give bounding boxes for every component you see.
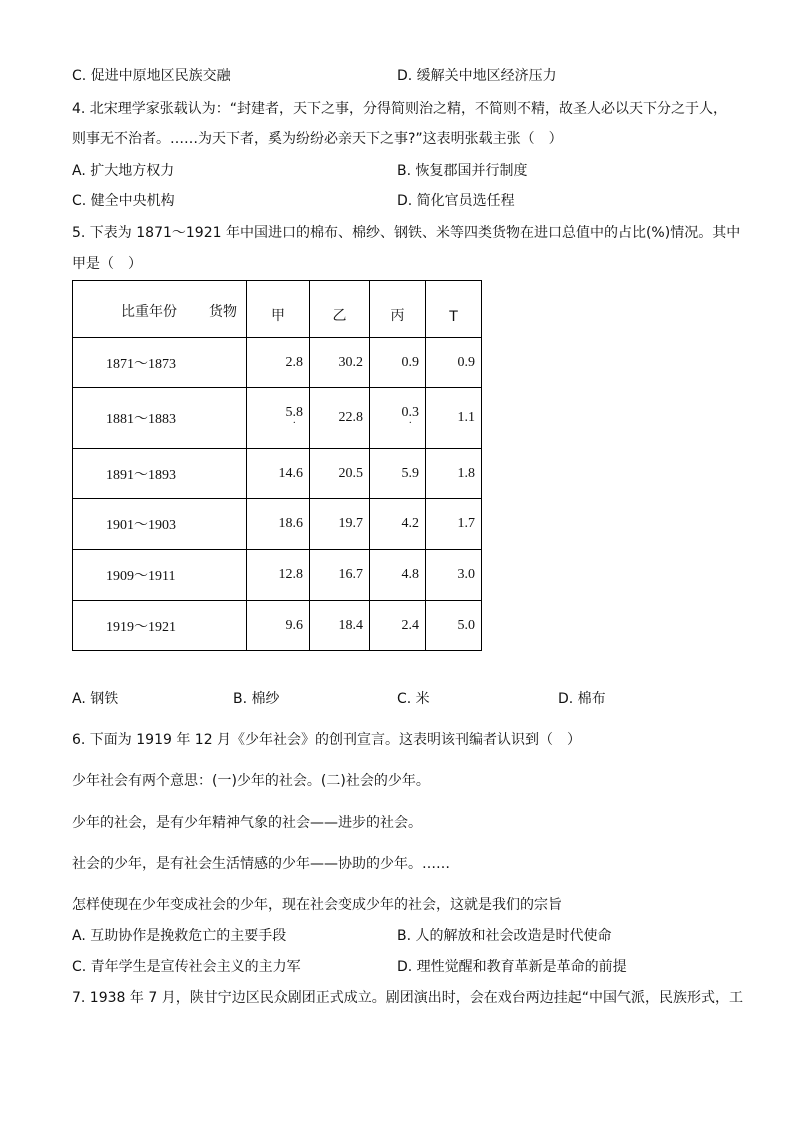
table-cell: 3.0 — [426, 550, 482, 601]
row-year: 1909～1911 — [73, 550, 247, 601]
table-header-row — [73, 281, 482, 338]
q6-stem: 6. 下面为 1919 年 12 月《少年社会》的创刊宣言。这表明该刊编者认识到（ ） — [72, 732, 582, 748]
q7-stem-line1: 7. 1938 年 7 月，陕甘宁边区民众剧团正式成立。剧团演出时，会在戏台两边挂起“中国气派，民族形式，工 — [72, 990, 743, 1006]
table-cell: 2.4 — [370, 601, 426, 651]
q3-option-d: D. 缓解关中地区经济压力 — [397, 68, 557, 84]
q5-option-d: D. 棉布 — [558, 691, 606, 707]
table-cell: 1.7 — [426, 499, 482, 550]
table-cell: 18.6 — [247, 499, 310, 550]
table-cell — [370, 388, 426, 449]
q6-quote-1: 少年社会有两个意思：(一)少年的社会。(二)社会的少年。 — [72, 773, 430, 789]
table-cell: 9.6 — [247, 601, 310, 651]
row-year: 1881～1883 — [73, 388, 247, 449]
q5-stem-line2: 甲是（ ） — [72, 256, 142, 272]
table-cell: 18.4 — [310, 601, 370, 651]
table-row — [73, 601, 482, 651]
table-cell: 5.9 — [370, 449, 426, 499]
q6-quote-2: 少年的社会，是有少年精神气象的社会——进步的社会。 — [72, 815, 422, 831]
row-year: 1919～1921 — [73, 601, 247, 651]
q4-option-d: D. 简化官员选任程 — [397, 193, 515, 209]
table-row — [73, 550, 482, 601]
table-row — [73, 449, 482, 499]
q4-option-a: A. 扩大地方权力 — [72, 163, 175, 179]
table-cell: 4.8 — [370, 550, 426, 601]
table-cell: 12.8 — [247, 550, 310, 601]
table-cell: 20.5 — [310, 449, 370, 499]
emphasis-dot: · — [408, 418, 412, 429]
table-cell: 5.0 — [426, 601, 482, 651]
table-cell: 1.1 — [426, 388, 482, 449]
table-row — [73, 388, 482, 449]
table-corner-cell — [73, 281, 247, 338]
q5-option-c: C. 米 — [397, 691, 430, 707]
column-header: 甲 — [247, 281, 310, 338]
table-row — [73, 499, 482, 550]
q4-stem-line1: 4. 北宋理学家张载认为：“封建者，天下之事，分得简则治之精，不简则不精，故圣人必以天下分之于人， — [72, 101, 728, 117]
table-cell: 0.9 — [426, 338, 482, 388]
table-cell-value: 0.3 — [401, 405, 419, 420]
table-cell: 2.8 — [247, 338, 310, 388]
q4-stem-line2: 则事无不治者。……为天下者，奚为纷纷必亲天下之事?”这表明张载主张（ ） — [72, 131, 563, 147]
corner-label-goods: 货物 — [209, 304, 237, 320]
q4-option-b: B. 恢复郡国并行制度 — [397, 163, 528, 179]
q6-option-a: A. 互助协作是挽救危亡的主要手段 — [72, 928, 287, 944]
import-share-table — [72, 280, 482, 651]
q5-stem-line1: 5. 下表为 1871～1921 年中国进口的棉布、棉纱、钢铁、米等四类货物在进口总值中的占比(%)情况。其中 — [72, 225, 741, 241]
table-cell: 14.6 — [247, 449, 310, 499]
table-cell: 19.7 — [310, 499, 370, 550]
row-year: 1891～1893 — [73, 449, 247, 499]
table-cell: 0.9 — [370, 338, 426, 388]
row-year: 1901～1903 — [73, 499, 247, 550]
emphasis-dot: · — [292, 418, 296, 429]
column-header: T — [426, 281, 482, 338]
q6-quote-3: 社会的少年，是有社会生活情感的少年——协助的少年。…… — [72, 856, 450, 872]
table-cell: 16.7 — [310, 550, 370, 601]
table-cell: 22.8 — [310, 388, 370, 449]
q3-option-c: C. 促进中原地区民族交融 — [72, 68, 231, 84]
column-header: 丙 — [370, 281, 426, 338]
table-cell — [247, 388, 310, 449]
q5-option-a: A. 钢铁 — [72, 691, 119, 707]
table-cell: 30.2 — [310, 338, 370, 388]
row-year: 1871～1873 — [73, 338, 247, 388]
table-cell-value: 5.8 — [285, 405, 303, 420]
q6-option-d: D. 理性觉醒和教育革新是革命的前提 — [397, 959, 627, 975]
column-header: 乙 — [310, 281, 370, 338]
q4-option-c: C. 健全中央机构 — [72, 193, 175, 209]
table-cell: 4.2 — [370, 499, 426, 550]
q6-option-c: C. 青年学生是宣传社会主义的主力军 — [72, 959, 301, 975]
corner-label-year: 比重年份 — [121, 304, 177, 320]
q6-quote-4: 怎样使现在少年变成社会的少年，现在社会变成少年的社会，这就是我们的宗旨 — [72, 897, 562, 913]
q5-option-b: B. 棉纱 — [233, 691, 280, 707]
table-row — [73, 338, 482, 388]
q6-option-b: B. 人的解放和社会改造是时代使命 — [397, 928, 612, 944]
table-cell: 1.8 — [426, 449, 482, 499]
